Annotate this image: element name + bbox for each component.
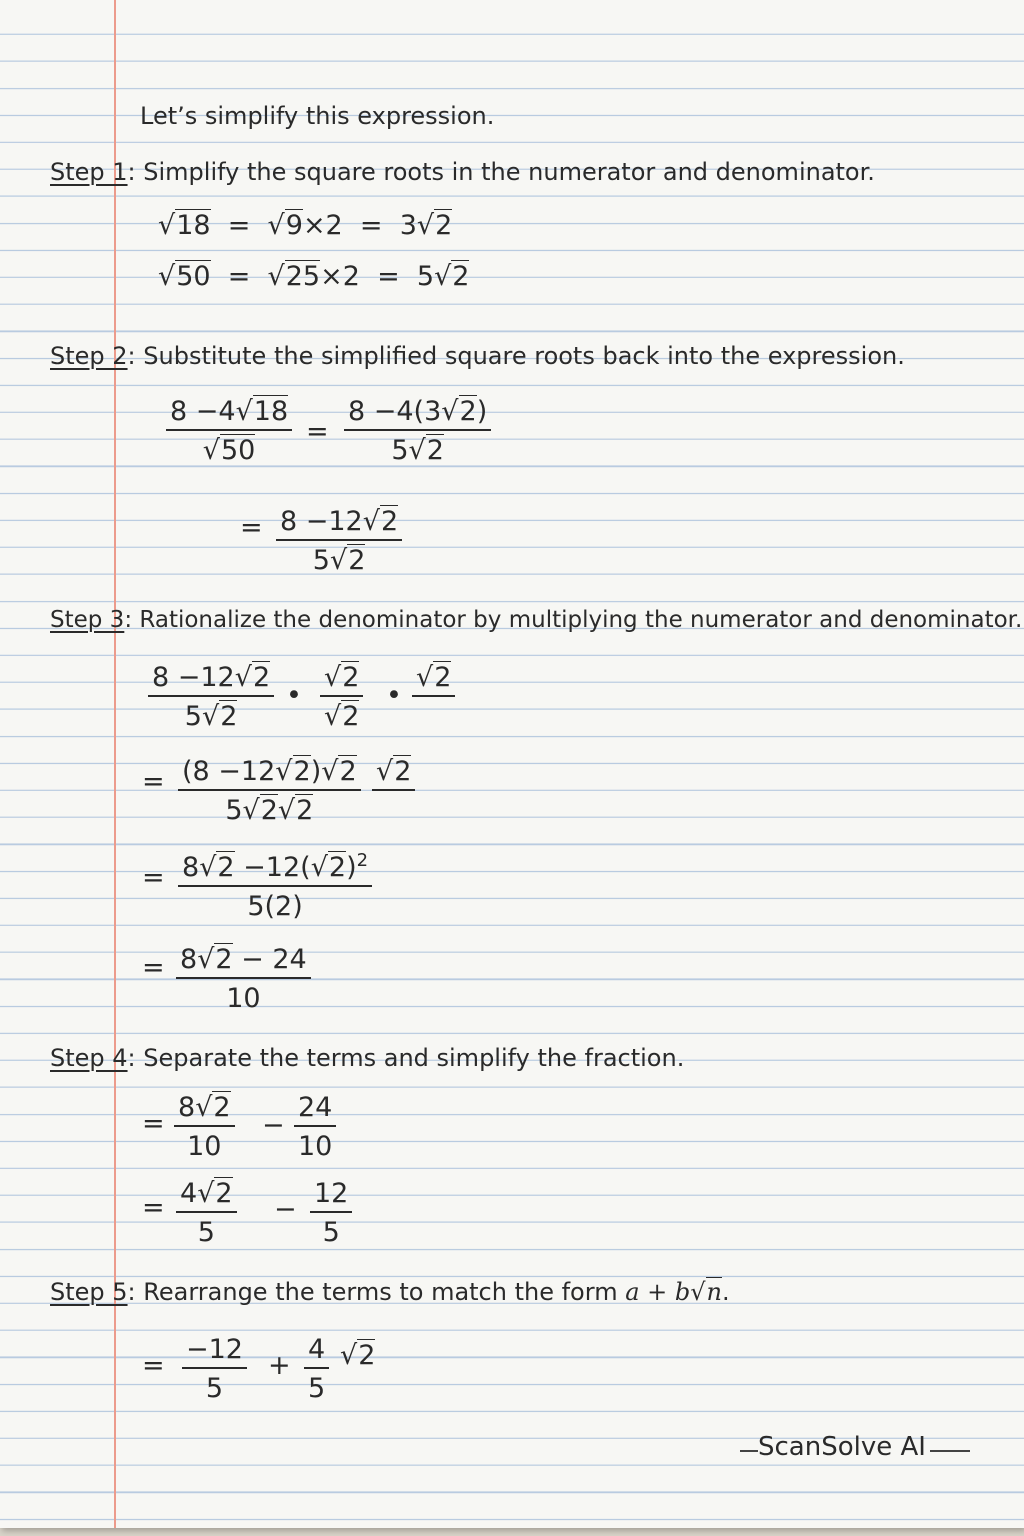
step3-heading bbox=[50, 609, 1022, 632]
denominator: 5 bbox=[322, 1217, 340, 1248]
denominator: √2 bbox=[324, 701, 360, 732]
step3-fraction-2 bbox=[320, 664, 363, 730]
multiplier: ×2 bbox=[302, 210, 343, 241]
denominator: 5√2 bbox=[184, 701, 238, 732]
radicand: 2 bbox=[339, 756, 357, 787]
radicand: 2 bbox=[358, 1340, 376, 1371]
step5-heading: Step 5: Rearrange the terms to match the form a + b√n. bbox=[50, 1278, 730, 1306]
num-part: 8 −12 bbox=[152, 662, 235, 693]
denominator: 5√2√2 bbox=[225, 795, 314, 826]
radicand: 2 bbox=[435, 210, 453, 241]
step1-label: Step 1 bbox=[50, 158, 128, 186]
step2-label: Step 2 bbox=[50, 342, 128, 370]
radicand: 2 bbox=[394, 756, 412, 787]
step5-label: Step 5 bbox=[50, 1278, 128, 1306]
numerator: −12 bbox=[182, 1336, 247, 1369]
denominator: 5(2) bbox=[247, 891, 303, 922]
denominator: 10 bbox=[226, 983, 261, 1014]
dot-operator: • bbox=[286, 680, 302, 711]
numerator: 8 −4(3√2) bbox=[344, 398, 491, 431]
num-part: − 24 bbox=[232, 944, 307, 975]
step3-fraction-4 bbox=[178, 758, 361, 824]
step5-fraction-2 bbox=[304, 1336, 329, 1402]
equals: = bbox=[227, 210, 251, 241]
step2-fraction-2 bbox=[344, 398, 491, 464]
radicand: 2 bbox=[328, 852, 347, 883]
num-part: ) bbox=[346, 852, 357, 883]
radicand: 2 bbox=[426, 435, 444, 466]
numerator: √2 bbox=[320, 664, 363, 697]
denominator: √50 bbox=[202, 435, 256, 466]
radicand: 2 bbox=[260, 795, 278, 826]
equals: = bbox=[142, 952, 165, 983]
coefficient: 3 bbox=[399, 210, 417, 241]
numerator: 12 bbox=[310, 1180, 352, 1213]
radicand: 2 bbox=[348, 545, 366, 576]
denominator: 5 bbox=[197, 1217, 215, 1248]
numerator: 24 bbox=[294, 1094, 336, 1127]
step1-line2: √50 = √25×2 = 5√2 bbox=[158, 261, 470, 292]
num-part: −12( bbox=[234, 852, 311, 883]
step2-text: : Substitute the simplified square roots back into the expression. bbox=[127, 342, 905, 370]
step4-fraction-4 bbox=[310, 1180, 352, 1246]
num-part: 8 bbox=[180, 944, 198, 975]
radicand: 50 bbox=[176, 261, 211, 292]
radicand: 2 bbox=[252, 662, 271, 693]
dot-operator: • bbox=[386, 680, 402, 711]
step2-heading bbox=[50, 344, 905, 368]
num-part: 8 −4(3 bbox=[348, 396, 442, 427]
numerator: 8 −12√2 bbox=[148, 664, 274, 697]
numerator: 8√2 − 24 bbox=[176, 946, 311, 979]
step4-fraction-2 bbox=[294, 1094, 336, 1160]
step3-fraction-6 bbox=[176, 946, 311, 1012]
step4-label: Step 4 bbox=[50, 1044, 128, 1072]
radicand: 18 bbox=[176, 210, 211, 241]
radicand: 2 bbox=[220, 701, 238, 732]
num-part: 8 bbox=[178, 1092, 196, 1123]
step5-text-b: . bbox=[722, 1278, 730, 1306]
form-radicand: n bbox=[706, 1278, 723, 1306]
equals: = bbox=[306, 416, 329, 447]
den-part: 5 bbox=[184, 701, 202, 732]
step1-heading bbox=[50, 160, 875, 184]
minus-operator: − bbox=[262, 1110, 285, 1141]
equals: = bbox=[359, 210, 383, 241]
num-part: 8 −4 bbox=[170, 396, 236, 427]
radicand: 2 bbox=[342, 662, 360, 693]
step1-text: : Simplify the square roots in the numerator and denominator. bbox=[127, 158, 875, 186]
step4-heading bbox=[50, 1046, 684, 1070]
denominator: 5 bbox=[308, 1373, 326, 1404]
num-part: 8 bbox=[182, 852, 200, 883]
radicand: 2 bbox=[217, 852, 235, 883]
equals: = bbox=[142, 1350, 165, 1381]
denominator: 5√2 bbox=[391, 435, 444, 466]
radicand: 2 bbox=[293, 756, 311, 787]
radicand: 2 bbox=[296, 795, 314, 826]
num-part: 4 bbox=[180, 1178, 198, 1209]
step5-text-a: : Rearrange the terms to match the form bbox=[127, 1278, 626, 1306]
denominator: 5 bbox=[205, 1373, 224, 1404]
equals: = bbox=[142, 766, 165, 797]
numerator: 4 bbox=[304, 1336, 329, 1369]
multiplier: ×2 bbox=[320, 261, 360, 292]
numerator: 8 −12√2 bbox=[276, 508, 402, 541]
step2-fraction-3 bbox=[276, 508, 402, 574]
radicand: 2 bbox=[215, 1178, 233, 1209]
intro-text: Let’s simplify this expression. bbox=[140, 102, 495, 130]
step3-label: Step 3 bbox=[50, 607, 125, 633]
equals: = bbox=[142, 1192, 165, 1223]
numerator: (8 −12√2)√2 bbox=[178, 758, 361, 791]
radicand: 2 bbox=[434, 662, 452, 693]
step4-fraction-3 bbox=[176, 1180, 237, 1246]
step4-text: : Separate the terms and simplify the fraction. bbox=[127, 1044, 685, 1072]
step1-line1: √18 = √9×2 = 3√2 bbox=[158, 210, 453, 241]
numerator: √2 bbox=[372, 758, 415, 791]
numerator: 8√2 bbox=[174, 1094, 235, 1127]
footer-rule-left bbox=[740, 1450, 758, 1452]
equals: = bbox=[240, 512, 263, 543]
step3-extra-root bbox=[372, 758, 415, 791]
radicand: 2 bbox=[380, 506, 399, 537]
radicand: 2 bbox=[215, 944, 233, 975]
form-expression: a + b bbox=[625, 1278, 691, 1306]
step5-fraction-1 bbox=[182, 1336, 247, 1402]
den-part: 5 bbox=[312, 545, 330, 576]
radicand: 50 bbox=[221, 435, 256, 466]
plus-operator: + bbox=[268, 1350, 291, 1381]
radicand: 25 bbox=[285, 261, 321, 292]
step4-fraction-1 bbox=[174, 1094, 235, 1160]
radicand: 2 bbox=[213, 1092, 231, 1123]
numerator: 4√2 bbox=[176, 1180, 237, 1213]
denominator: 10 bbox=[298, 1131, 333, 1162]
numerator: $8√2 -12(√2)^2$ bbox=[178, 852, 372, 887]
step3-fraction-3 bbox=[412, 664, 455, 697]
radicand: 2 bbox=[342, 701, 360, 732]
num-part: ) bbox=[310, 756, 322, 787]
step3-fraction-1 bbox=[148, 664, 274, 730]
num-part: (8 −12 bbox=[182, 756, 276, 787]
trailing-root: √2 bbox=[340, 1340, 376, 1371]
radicand: 2 bbox=[452, 261, 470, 292]
step3-fraction-5 bbox=[178, 852, 372, 920]
equals: = bbox=[377, 261, 400, 292]
exponent: 2 bbox=[356, 850, 369, 871]
radicand: 9 bbox=[285, 210, 303, 241]
minus-operator: − bbox=[274, 1194, 297, 1225]
radicand: 18 bbox=[253, 396, 289, 427]
num-part: ) bbox=[476, 396, 488, 427]
denominator: 10 bbox=[187, 1131, 222, 1162]
equals: = bbox=[142, 1108, 165, 1139]
denominator: 5√2 bbox=[312, 545, 366, 576]
step3-text: : Rationalize the denominator by multiplying the numerator and denominator. bbox=[124, 607, 1023, 633]
coefficient: 5 bbox=[416, 261, 435, 292]
numerator: 8 −4√18 bbox=[166, 398, 292, 431]
footer-rule-right bbox=[930, 1450, 970, 1452]
equals: = bbox=[227, 261, 251, 292]
numerator: √2 bbox=[412, 664, 455, 697]
footer-brand: ScanSolve AI bbox=[758, 1432, 926, 1462]
num-part: 8 −12 bbox=[280, 506, 363, 537]
den-part: 5 bbox=[225, 795, 243, 826]
radicand: 2 bbox=[459, 396, 477, 427]
equals: = bbox=[142, 862, 165, 893]
step2-fraction-1 bbox=[166, 398, 292, 464]
den-part: 5 bbox=[391, 435, 409, 466]
